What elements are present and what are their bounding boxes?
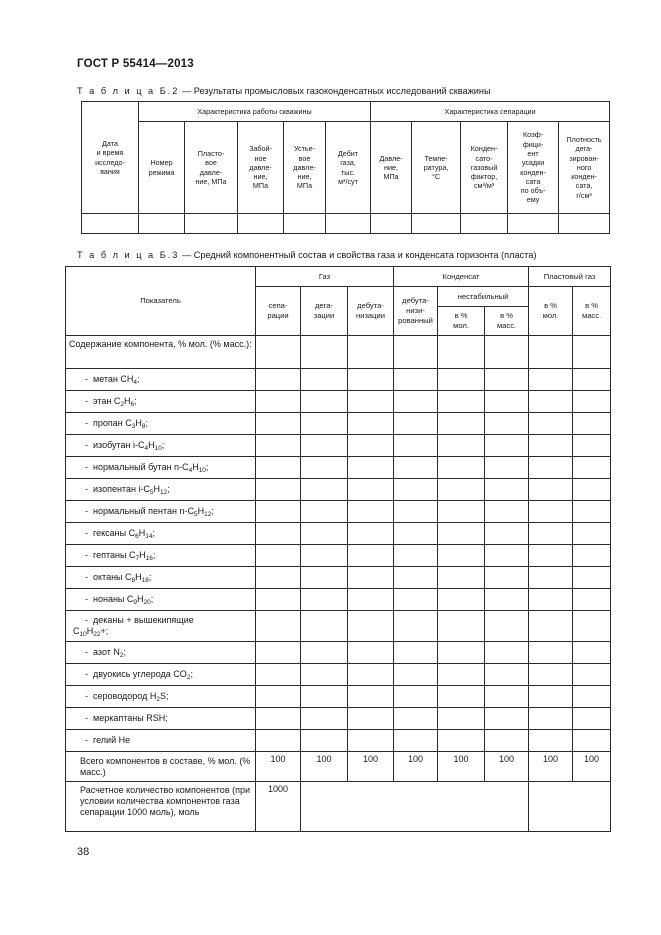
table-b3 [65, 266, 611, 832]
b3-header-debutanized: дебута- низи- рованный [394, 287, 438, 336]
table-b2 [81, 101, 610, 234]
row-content-label: Содержание компонента, % мол. (% масс.): [66, 336, 256, 369]
b3-header-indicator: Показатель [66, 267, 256, 336]
total-gas-degassing: 100 [301, 752, 348, 782]
row-decanes-label: - деканы + вышекипящие $C_{10}H_{22}+$; [66, 611, 256, 642]
table-row [66, 642, 611, 664]
table-row [66, 664, 611, 686]
row-nitrogen-label: - азот $N_2$; [66, 642, 256, 664]
table-row [66, 782, 611, 832]
row-co2-label: - двуокись углерода $CO_2$; [66, 664, 256, 686]
table-row [66, 589, 611, 611]
table-b2-caption-prefix: Т а б л и ц а Б.2 [77, 86, 180, 96]
table-row [66, 336, 611, 369]
table-row [66, 457, 611, 479]
table-b3-caption-prefix: Т а б л и ц а Б.3 [77, 250, 180, 260]
table-row [66, 501, 611, 523]
b2-header-bottomhole-pressure: Забой- ное давле- ние, МПа [238, 122, 284, 214]
table-b3-caption-text: — Средний компонентный состав и свойства газа и конденсата горизонта (пласта) [179, 250, 537, 260]
table-b2-caption [77, 86, 491, 96]
total-reservoir-mol: 100 [529, 752, 573, 782]
table-row [66, 730, 611, 752]
total-reservoir-mass: 100 [573, 752, 611, 782]
total-condensate-unstable-mass: 100 [485, 752, 529, 782]
b2-header-sep-pressure: Давле- ние, МПа [371, 122, 412, 214]
table-row [66, 708, 611, 730]
b2-group-operation: Характеристика работы скважины [139, 102, 371, 122]
b3-header-unstable: нестабильный [438, 287, 529, 307]
table-row [82, 214, 610, 234]
b2-header-gas-condensate-factor: Конден- сато- газовый фактор, см³/м³ [461, 122, 508, 214]
document-code: ГОСТ Р 55414—2013 [77, 58, 194, 70]
total-condensate-unstable-mol: 100 [438, 752, 485, 782]
table-row [66, 611, 611, 642]
row-isopentane-label: - изопентан $i-C_5H_{12}$; [66, 479, 256, 501]
b3-header-separation: сепа- рации [256, 287, 301, 336]
b2-header-shrinkage: Коэф- фици- ент усадки конден- сата по объ- ему [508, 122, 559, 214]
row-n-butane-label: - нормальный бутан $n-C_4H_{10}$; [66, 457, 256, 479]
table-b2-caption-text: — Результаты промысловых газоконденсатных исследований скважины [179, 86, 491, 96]
table-row [66, 752, 611, 782]
page-number: 38 [77, 846, 90, 858]
row-mercaptans-label: - меркаптаны RSH; [66, 708, 256, 730]
b2-header-mode: Номер режима [139, 122, 185, 214]
row-helium-label: - гелий He [66, 730, 256, 752]
table-row [66, 523, 611, 545]
table-b3-caption [77, 250, 536, 260]
row-n-pentane-label: - нормальный пентан $n-C_5H_{12}$; [66, 501, 256, 523]
row-calc-label: Расчетное количество компонентов (при условии количества компонентов газа сепарации 1000 моль), моль [66, 782, 256, 832]
table-row [66, 413, 611, 435]
b2-header-reservoir-pressure: Пласто- вое давле- ние, МПа [185, 122, 238, 214]
b2-group-separation: Характеристика сепарации [371, 102, 610, 122]
b3-header-unstable-mass: в % масс. [485, 307, 529, 336]
b3-group-gas: Газ [256, 267, 394, 287]
table-row [66, 369, 611, 391]
row-hexanes-label: - гексаны $C_6H_{14}$; [66, 523, 256, 545]
b3-header-reservoir-mol: в % мол. [529, 287, 573, 336]
b2-header-density: Плотность дега- зирован- ного конден- сата, г/см³ [559, 122, 610, 214]
table-row [66, 545, 611, 567]
b3-header-degassing: дега- зации [301, 287, 348, 336]
total-gas-debutanization: 100 [348, 752, 394, 782]
row-methane-label: - метан $CH_4$; [66, 369, 256, 391]
b3-header-debutanization: дебута- низации [348, 287, 394, 336]
b3-group-reservoir-gas: Пластовый газ [529, 267, 611, 287]
b3-header-unstable-mol: в % мол. [438, 307, 485, 336]
b3-group-condensate: Конденсат [394, 267, 529, 287]
table-row [66, 567, 611, 589]
row-isobutane-label: - изобутан $i-C_4H_{10}$; [66, 435, 256, 457]
row-propane-label: - пропан $C_3H_8$; [66, 413, 256, 435]
table-row [66, 686, 611, 708]
row-heptanes-label: - гептаны $C_7H_{16}$; [66, 545, 256, 567]
calc-gas-separation: 1000 [256, 782, 301, 832]
row-ethane-label: - этан $C_2H_6$; [66, 391, 256, 413]
b2-header-datetime: Дата и время исследо- вания [82, 102, 139, 214]
row-total-label: Всего компонентов в составе, % мол. (% масс.) [66, 752, 256, 782]
b2-header-wellhead-pressure: Устье- вое давле- ние, МПа [284, 122, 326, 214]
table-row [66, 391, 611, 413]
b3-header-reservoir-mass: в % масс. [573, 287, 611, 336]
row-octanes-label: - октаны $C_8H_{18}$; [66, 567, 256, 589]
table-row [66, 435, 611, 457]
row-nonanes-label: - нонаны $C_9H_{20}$; [66, 589, 256, 611]
total-gas-separation: 100 [256, 752, 301, 782]
b2-header-gas-rate: Дебит газа, тыс. м³/сут [326, 122, 371, 214]
total-condensate-debutanized: 100 [394, 752, 438, 782]
b2-header-sep-temperature: Темпе- ратура, °С [412, 122, 461, 214]
table-row [66, 479, 611, 501]
row-h2s-label: - сероводород $H_2S$; [66, 686, 256, 708]
